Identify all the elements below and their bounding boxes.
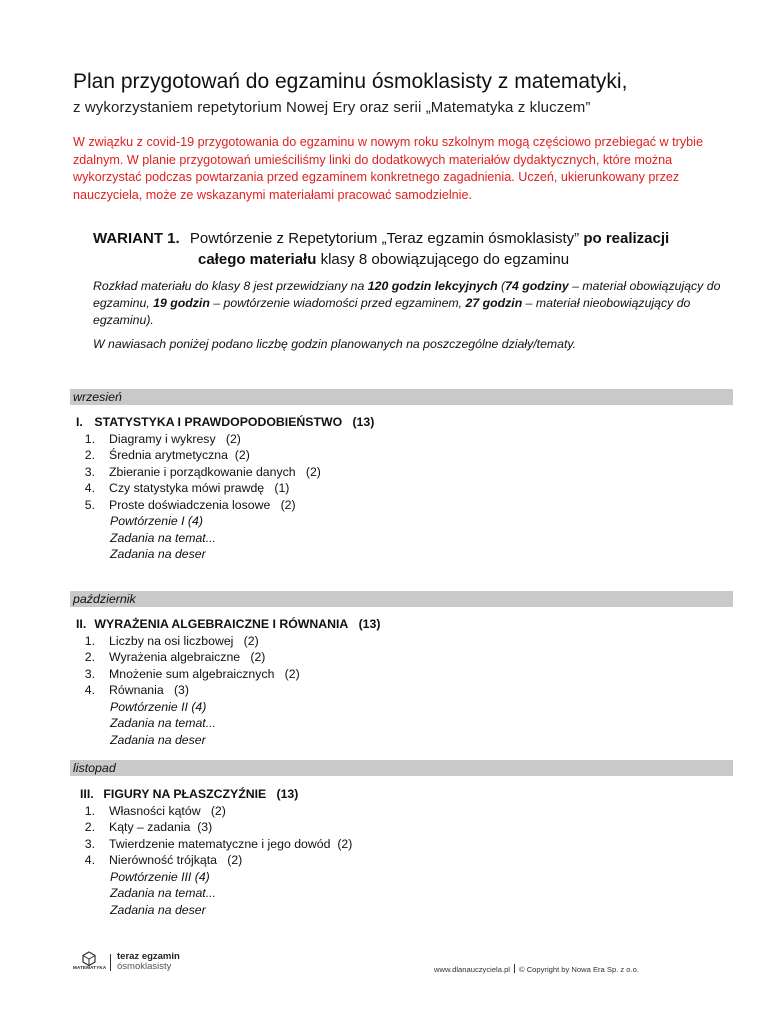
section-hours: (13) [276, 787, 299, 801]
variant-text-b: klasy 8 obowiązującego do egzaminu [320, 251, 570, 268]
footer-divider [514, 964, 515, 973]
logo-line-2: ósmoklasisty [117, 961, 172, 972]
list-item [76, 852, 730, 869]
item-number: 4. [84, 853, 95, 867]
item-number: 2. [84, 650, 95, 664]
variant-label: WARIANT 1. [93, 230, 180, 247]
dist-text-1: Rozkład materiału do klasy 8 jest przewidziany na [93, 279, 368, 293]
tasks-topic-item: Zadania na temat... [110, 530, 216, 545]
item-text: Twierdzenie matematyczne i jego dowód [109, 836, 331, 851]
dist-text-4: – powtórzenie wiadomości przed egzaminem, [209, 296, 466, 310]
dist-text-5: – materiał nieobowiązujący do egzaminu). [93, 296, 691, 327]
item-text: Nierówność trójkąta [109, 853, 217, 867]
item-number: 4. [84, 683, 95, 697]
month-bar-september: wrzesień [70, 389, 733, 405]
dist-text-2: ( [497, 279, 506, 293]
logo-line-1: teraz egzamin [117, 951, 180, 962]
item-number: 1. [84, 431, 95, 446]
dist-bold-hours-other: 27 godzin [465, 296, 523, 310]
topic-list [76, 803, 730, 869]
dist-bold-hours-total: 120 godzin lekcyjnych [367, 279, 498, 293]
item-text: Diagramy i wykresy [109, 431, 216, 446]
footer-website-link[interactable]: www.dlanauczyciela.pl [434, 965, 510, 974]
logo-subject-text: MATEMATYKA [73, 965, 107, 970]
page-subtitle: z wykorzystaniem repetytorium Nowej Ery oraz serii „Matematyka z kluczem” [73, 99, 591, 116]
list-item [76, 819, 730, 836]
item-text: Zbieranie i porządkowanie danych [109, 464, 296, 479]
item-hours: (2) [280, 497, 296, 512]
item-hours: (2) [243, 633, 259, 648]
topic-list [76, 431, 726, 514]
review-item: Powtórzenie III (4) [110, 869, 210, 884]
hours-note: W nawiasach poniżej podano liczbę godzin planowanych na poszczególne działy/tematy. [93, 337, 577, 351]
item-number: 1. [84, 803, 95, 818]
item-text: Liczby na osi liczbowej [109, 633, 234, 648]
list-item [76, 497, 726, 514]
item-text: Równania [109, 683, 164, 697]
item-text: Czy statystyka mówi prawdę [109, 481, 265, 495]
footer-copyright [434, 964, 639, 974]
distribution-paragraph [93, 278, 733, 329]
tasks-dessert-item: Zadania na deser [110, 732, 206, 747]
item-hours: (2) [284, 666, 300, 681]
item-number: 2. [84, 820, 95, 834]
variant-text-a: Powtórzenie z Repetytorium „Teraz egzamin ósmoklasisty” [189, 230, 580, 247]
list-item [76, 649, 726, 666]
item-number: 3. [84, 836, 95, 851]
item-hours: (2) [305, 464, 321, 479]
item-hours: (2) [210, 803, 226, 818]
list-item [76, 447, 726, 464]
topic-list [76, 633, 726, 699]
item-number: 5. [84, 497, 95, 512]
item-hours: (3) [173, 683, 189, 697]
item-hours: (2) [250, 650, 266, 664]
tasks-dessert-item: Zadania na deser [110, 902, 206, 917]
section-heading [80, 786, 730, 803]
list-item [76, 836, 730, 853]
item-text: Wyrażenia algebraiczne [109, 650, 241, 664]
section-numeral: II. [76, 617, 87, 631]
item-number: 3. [84, 666, 95, 681]
section-hours: (13) [352, 415, 375, 429]
item-hours: (2) [225, 431, 241, 446]
item-text: Własności kątów [109, 803, 201, 818]
variant-bold-a: po realizacji [583, 230, 670, 247]
month-bar-november: listopad [70, 760, 733, 776]
item-number: 4. [84, 481, 95, 495]
section-title: STATYSTYKA I PRAWDOPODOBIEŃSTWO [94, 415, 343, 429]
list-item [76, 431, 726, 448]
dist-bold-hours-review: 19 godzin [153, 296, 210, 310]
page-title: Plan przygotowań do egzaminu ósmoklasisty z matematyki, [73, 70, 628, 93]
footer-logo [73, 951, 183, 973]
item-hours: (2) [337, 836, 353, 851]
dist-text-3: – materiał obowiązujący do egzaminu, [93, 279, 721, 310]
section-algebra [76, 616, 726, 748]
item-number: 1. [84, 633, 95, 648]
item-text: Proste doświadczenia losowe [109, 497, 271, 512]
variant-heading [93, 228, 733, 270]
month-bar-october: październik [70, 591, 733, 607]
list-item [76, 633, 726, 650]
tasks-dessert-item: Zadania na deser [110, 547, 206, 561]
review-item: Powtórzenie I (4) [110, 514, 203, 528]
dist-bold-hours-exam: 74 godziny [505, 279, 569, 293]
review-item: Powtórzenie II (4) [110, 699, 207, 714]
tasks-topic-item: Zadania na temat... [110, 886, 216, 900]
list-item [76, 666, 726, 683]
logo-divider [110, 954, 111, 971]
item-hours: (2) [234, 448, 250, 462]
section-hours: (13) [358, 617, 381, 631]
item-hours: (1) [274, 481, 290, 495]
section-numeral: I. [76, 415, 83, 429]
section-numeral: III. [80, 787, 94, 801]
section-statistics [76, 414, 726, 563]
item-text: Mnożenie sum algebraicznych [109, 666, 275, 681]
footer-copyright-text: © Copyright by Nowa Era Sp. z o.o. [518, 965, 639, 974]
section-plane-figures [80, 786, 730, 918]
covid-notice: W związku z covid-19 przygotowania do egzaminu w nowym roku szkolnym mogą częściowo przebiegać w trybie zdalnym. W planie przygotowań umieściliśmy linki do dodatkowych materiałów dydaktycznych, które można wykorzystać podczas powtarzania przed egzaminem konkretnego zagadnienia. Uczeń, ukierunkowany przez nauczyciela, może ze wskazanymi materiałami pracować samodzielnie. [73, 135, 703, 202]
section-title: WYRAŻENIA ALGEBRAICZNE I RÓWNANIA [94, 617, 349, 631]
tasks-topic-item: Zadania na temat... [110, 716, 216, 730]
item-text: Średnia arytmetyczna [109, 448, 228, 462]
item-text: Kąty – zadania [109, 820, 191, 834]
section-heading [76, 414, 726, 431]
list-item [76, 682, 726, 699]
list-item [76, 464, 726, 481]
section-heading [76, 616, 726, 633]
item-number: 2. [84, 448, 95, 462]
item-number: 3. [84, 464, 95, 479]
variant-bold-b: całego materiału [198, 251, 317, 268]
item-hours: (2) [227, 853, 243, 867]
list-item [76, 803, 730, 820]
list-item [76, 480, 726, 497]
item-hours: (3) [197, 820, 213, 834]
section-title: FIGURY NA PŁASZCZYŹNIE [103, 787, 267, 801]
